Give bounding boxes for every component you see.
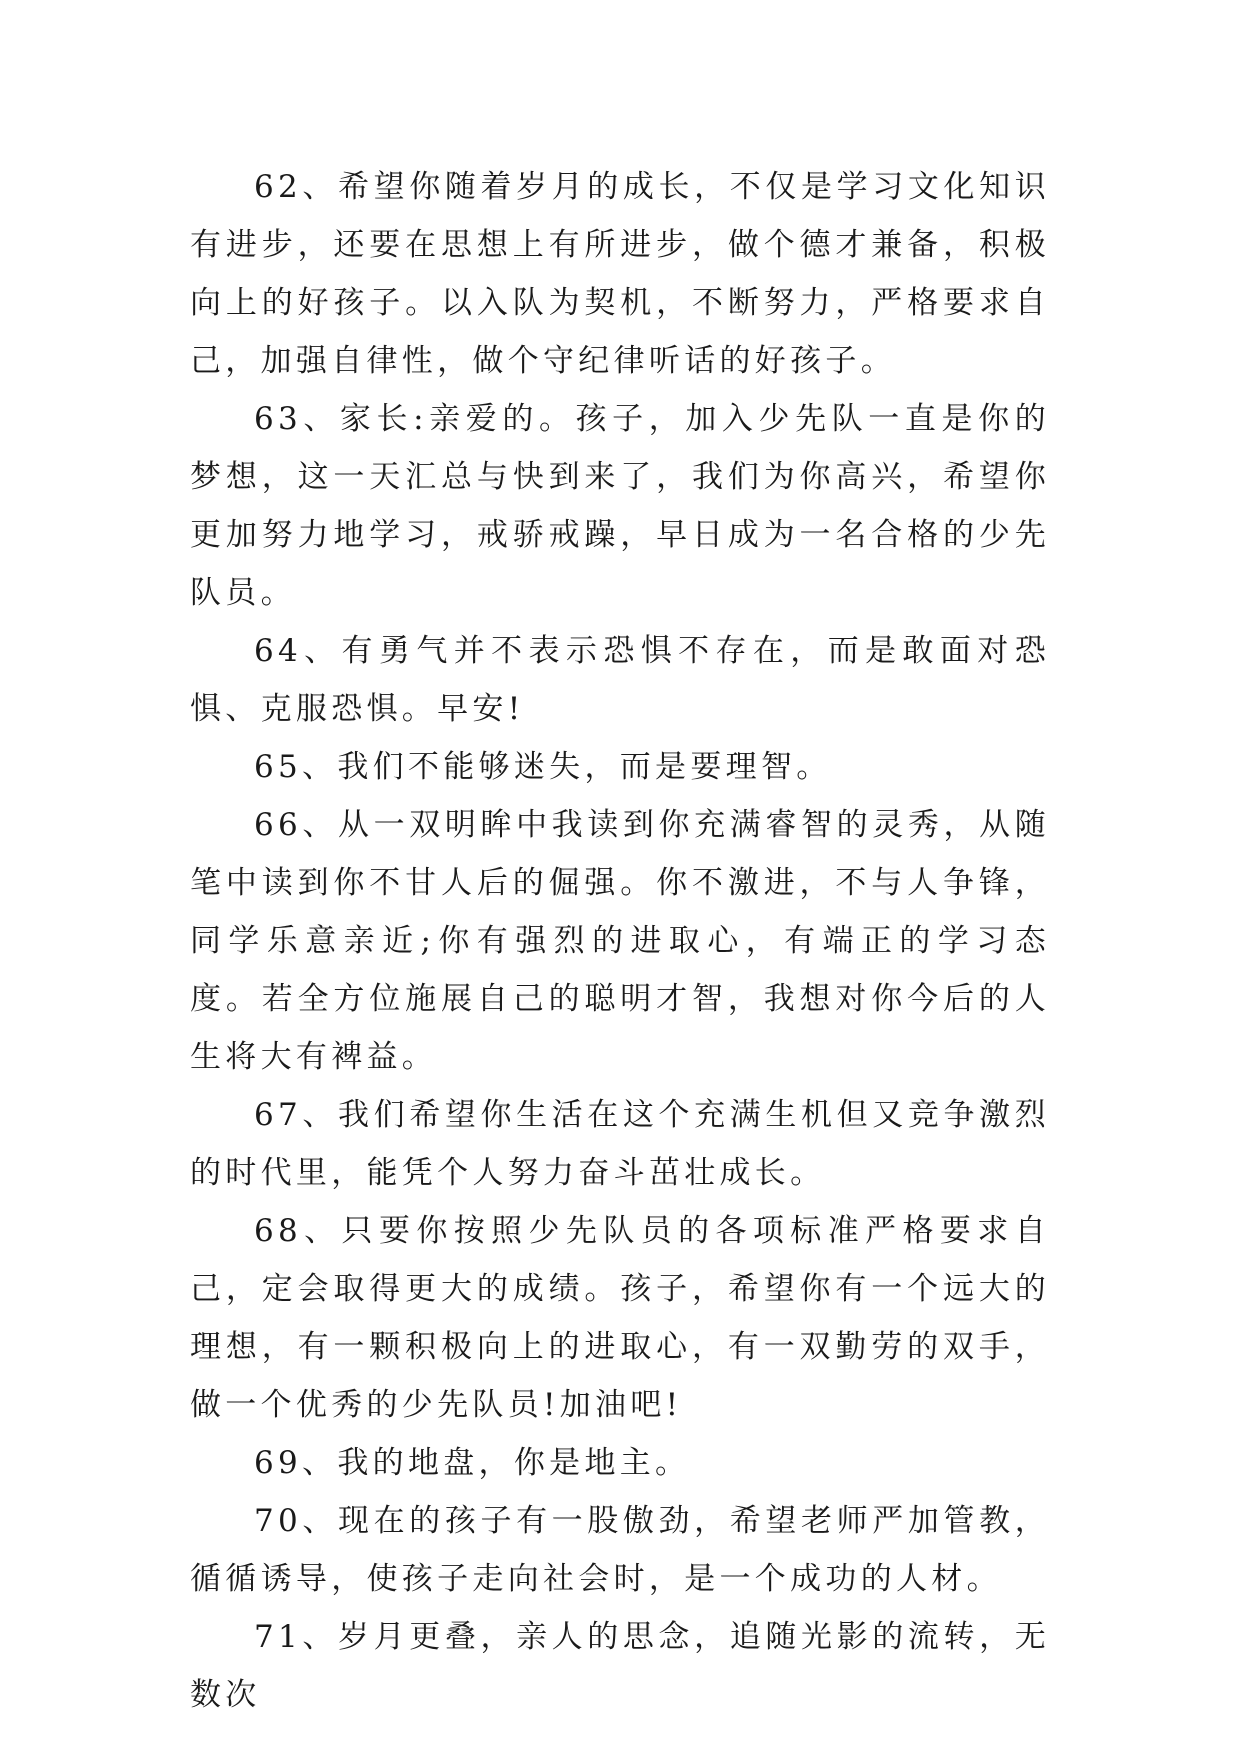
paragraph-65: 65、我们不能够迷失，而是要理智。 xyxy=(254,749,832,785)
paragraph-63: 63、家长:亲爱的。孩子，加入少先队一直是你的梦想，这一天汇总与快到来了，我们为你高兴，希望你更加努力地学习，戒骄戒躁，早日成为一名合格的少先队员。 xyxy=(190,401,1050,611)
paragraph-66: 66、从一双明眸中我读到你充满睿智的灵秀，从随笔中读到你不甘人后的倔强。你不激进，不与人争锋，同学乐意亲近;你有强烈的进取心，有端正的学习态度。若全方位施展自己的聪明才智，我想对你今后的人生将大有裨益。 xyxy=(190,807,1050,1075)
paragraph-68: 68、只要你按照少先队员的各项标准严格要求自己，定会取得更大的成绩。孩子，希望你有一个远大的理想，有一颗积极向上的进取心，有一双勤劳的双手，做一个优秀的少先队员!加油吧! xyxy=(190,1213,1050,1423)
paragraph-67: 67、我们希望你生活在这个充满生机但又竞争激烈的时代里，能凭个人努力奋斗茁壮成长。 xyxy=(190,1097,1050,1191)
paragraph-64: 64、有勇气并不表示恐惧不存在，而是敢面对恐惧、克服恐惧。早安! xyxy=(190,633,1050,727)
paragraph-62: 62、希望你随着岁月的成长，不仅是学习文化知识有进步，还要在思想上有所进步，做个德才兼备，积极向上的好孩子。以入队为契机，不断努力，严格要求自己，加强自律性，做个守纪律听话的好孩子。 xyxy=(190,169,1050,379)
paragraph-70: 70、现在的孩子有一股傲劲，希望老师严加管教，循循诱导，使孩子走向社会时，是一个成功的人材。 xyxy=(190,1503,1050,1597)
document-body xyxy=(190,158,1050,1724)
paragraph-71: 71、岁月更叠，亲人的思念，追随光影的流转，无数次 xyxy=(190,1619,1050,1713)
paragraph-69: 69、我的地盘，你是地主。 xyxy=(254,1445,691,1481)
